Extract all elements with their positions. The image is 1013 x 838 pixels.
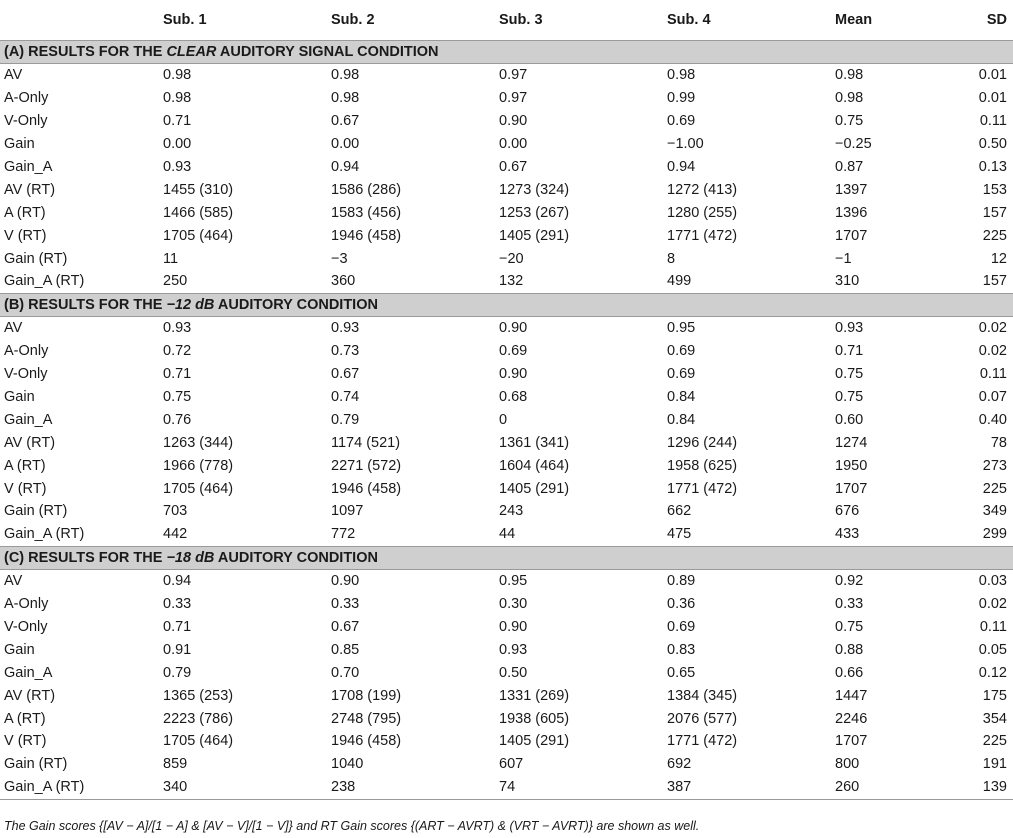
cell-sub2: 0.90	[331, 573, 360, 590]
cell-sub1: 0.94	[163, 573, 192, 590]
cell-sub2: 1583 (456)	[331, 204, 402, 221]
header-cell-mean: Mean	[835, 0, 949, 41]
cell-label: Gain_A	[4, 159, 53, 175]
cell-sub2: 1946 (458)	[331, 480, 402, 497]
cell-sub2: 0.74	[331, 389, 360, 406]
section-title-emphasis: −18 dB	[166, 549, 215, 566]
section-header-row	[0, 293, 1013, 316]
cell-sub1: 0.72	[163, 343, 192, 360]
table-row	[0, 776, 1013, 799]
cell-sub3: 0.00	[499, 136, 528, 153]
cell-sd: 191	[982, 756, 1007, 773]
cell-sd: 0.02	[978, 596, 1007, 613]
cell-sub3: 1361 (341)	[499, 434, 570, 451]
table-row	[0, 247, 1013, 270]
cell-sub4: 0.84	[667, 389, 696, 406]
cell-sub3: 0	[499, 411, 508, 428]
cell-sub4: 2076 (577)	[667, 710, 738, 727]
cell-sub2: 2748 (795)	[331, 710, 402, 727]
cell-mean: 0.75	[835, 113, 864, 130]
cell-sub1: 703	[163, 503, 188, 520]
cell-sub2: 1174 (521)	[331, 434, 401, 451]
cell-sub4: 662	[667, 503, 692, 520]
cell-sub4: 499	[667, 273, 692, 290]
cell-sub3: 0.97	[499, 67, 528, 84]
section-title-prefix: (C) RESULTS FOR THE	[4, 549, 167, 566]
cell-sub1: 0.00	[163, 136, 192, 153]
cell-sub3: 0.90	[499, 113, 528, 130]
cell-label: V-Only	[4, 366, 48, 383]
section-title	[0, 41, 1013, 64]
cell-sub1: 1705 (464)	[163, 733, 234, 750]
cell-sd: 0.50	[978, 136, 1007, 153]
cell-sub3: 1405 (291)	[499, 733, 570, 750]
table-row	[0, 178, 1013, 201]
cell-mean: 1274	[835, 434, 868, 451]
table-body	[0, 41, 1013, 800]
cell-label: A-Only	[4, 596, 49, 613]
cell-sd: 175	[982, 687, 1007, 704]
table-row	[0, 454, 1013, 477]
cell-mean: 0.66	[835, 664, 864, 681]
table-row	[0, 408, 1013, 431]
cell-sd: 349	[982, 503, 1007, 520]
table-row	[0, 156, 1013, 179]
cell-mean: 1397	[835, 181, 868, 198]
cell-sd: 0.01	[978, 67, 1007, 84]
table-row	[0, 753, 1013, 776]
cell-sub3: 1604 (464)	[499, 457, 570, 474]
cell-sub2: 0.67	[331, 619, 360, 636]
cell-sub1: 0.71	[163, 619, 192, 636]
table-row	[0, 64, 1013, 87]
cell-label: V-Only	[4, 619, 48, 636]
cell-sub1: 11	[163, 250, 179, 267]
table-row	[0, 523, 1013, 546]
cell-sub1: 0.91	[163, 641, 192, 658]
cell-sub4: 1771 (472)	[667, 227, 738, 244]
cell-sub3: 44	[499, 526, 516, 543]
cell-sub4: 1771 (472)	[667, 733, 738, 750]
cell-label: Gain_A (RT)	[4, 273, 85, 290]
cell-label: Gain_A (RT)	[4, 526, 85, 543]
cell-sub2: 238	[331, 776, 499, 799]
cell-mean: 1707	[835, 480, 868, 497]
cell-sub3: 1273 (324)	[499, 181, 570, 198]
cell-mean: 0.87	[835, 159, 864, 175]
cell-sub1: 1966 (778)	[163, 457, 234, 474]
cell-sd: 157	[982, 204, 1007, 221]
cell-sub2: 0.33	[331, 596, 360, 613]
cell-label: AV	[4, 67, 23, 84]
table-row	[0, 363, 1013, 386]
cell-sub2: 1708 (199)	[331, 687, 402, 704]
cell-sub2: 0.98	[331, 67, 360, 84]
cell-label: AV (RT)	[4, 434, 56, 451]
cell-sub4: 1296 (244)	[667, 434, 738, 451]
cell-label: V-Only	[4, 113, 48, 130]
cell-sub3: 0.50	[499, 664, 528, 681]
cell-sub3: 0.97	[499, 90, 528, 107]
cell-label: AV	[4, 573, 23, 590]
cell-sub4: 0.98	[667, 67, 696, 84]
cell-sub3: 1405 (291)	[499, 227, 570, 244]
cell-sd: 225	[982, 480, 1007, 497]
cell-label: Gain	[4, 641, 35, 658]
cell-sub3: 607	[499, 756, 524, 773]
cell-mean: 310	[835, 273, 860, 290]
cell-label: A (RT)	[4, 710, 46, 727]
cell-sub1: 1455 (310)	[163, 181, 234, 198]
cell-mean: 0.98	[835, 90, 864, 107]
cell-sd: 0.07	[978, 389, 1007, 406]
cell-label: V (RT)	[4, 733, 47, 750]
cell-sub4: 0.65	[667, 664, 696, 681]
cell-sub2: 0.79	[331, 411, 360, 428]
cell-sub2: 0.98	[331, 90, 360, 107]
section-title	[0, 546, 1013, 569]
cell-sd: 0.11	[979, 366, 1007, 383]
cell-sub2: 0.94	[331, 159, 360, 175]
cell-sd: 0.13	[978, 159, 1007, 175]
cell-sub3: 243	[499, 503, 524, 520]
cell-sub4: −1.00	[667, 136, 704, 153]
cell-mean: 800	[835, 756, 860, 773]
section-title-emphasis: −12 dB	[166, 296, 215, 313]
header-cell-sub2: Sub. 2	[331, 0, 499, 41]
section-title-suffix: AUDITORY CONDITION	[214, 296, 378, 313]
cell-sub1: 0.98	[163, 67, 192, 84]
cell-sub3: −20	[499, 250, 524, 267]
cell-sub3: 0.95	[499, 573, 528, 590]
cell-sub2: −3	[331, 250, 348, 267]
cell-sd: 0.02	[978, 320, 1007, 337]
cell-sub3: 0.90	[499, 320, 528, 337]
table-row	[0, 500, 1013, 523]
table-row	[0, 87, 1013, 110]
section-title-prefix: (B) RESULTS FOR THE	[4, 296, 167, 313]
table-row	[0, 477, 1013, 500]
cell-sd: 78	[990, 434, 1007, 451]
cell-sub2: 0.67	[331, 113, 360, 130]
cell-sub1: 0.98	[163, 90, 192, 107]
cell-sub4: 0.89	[667, 573, 696, 590]
cell-sub1: 0.93	[163, 159, 192, 175]
cell-sub1: 0.71	[163, 113, 192, 130]
cell-label: AV (RT)	[4, 687, 56, 704]
cell-sub2: 2271 (572)	[331, 457, 402, 474]
cell-mean: 1950	[835, 457, 868, 474]
cell-sub1: 1263 (344)	[163, 434, 234, 451]
cell-label: AV (RT)	[4, 181, 56, 198]
header-cell-sub4: Sub. 4	[667, 0, 835, 41]
table-row	[0, 431, 1013, 454]
cell-label: V (RT)	[4, 480, 47, 497]
cell-sd: 225	[982, 733, 1007, 750]
cell-sub3: 0.68	[499, 389, 528, 406]
table-footnote: The Gain scores {[AV − A]/[1 − A] & [AV − V]/[1 − V]} and RT Gain scores {(ART − AVRT) & (VRT − AVRT)} are shown as well.	[4, 819, 700, 833]
cell-sub3: 0.30	[499, 596, 528, 613]
cell-sub3: 1938 (605)	[499, 710, 570, 727]
table-row	[0, 661, 1013, 684]
table-row	[0, 340, 1013, 363]
cell-sub4: 1272 (413)	[667, 181, 738, 198]
cell-sub4: 0.99	[667, 90, 696, 107]
cell-mean: 1707	[835, 733, 868, 750]
cell-sub4: 1384 (345)	[667, 687, 738, 704]
cell-sd: 153	[982, 181, 1007, 198]
cell-sub3: 0.67	[499, 159, 528, 175]
cell-sd: 0.02	[978, 343, 1007, 360]
section-header-row	[0, 41, 1013, 64]
cell-sd: 299	[982, 526, 1007, 543]
cell-sub1: 0.75	[163, 389, 192, 406]
cell-sub1: 1705 (464)	[163, 480, 234, 497]
cell-sub1: 1466 (585)	[163, 204, 234, 221]
cell-sub2: 360	[331, 273, 356, 290]
cell-label: Gain (RT)	[4, 503, 68, 520]
cell-sub1: 250	[163, 273, 188, 290]
cell-mean: −0.25	[835, 136, 872, 153]
cell-sub3: 1331 (269)	[499, 687, 570, 704]
cell-sub4: 0.83	[667, 641, 696, 658]
cell-sub2: 1586 (286)	[331, 181, 402, 198]
cell-sd: 0.11	[979, 619, 1007, 636]
cell-sub4: 8	[667, 250, 676, 267]
header-cell-sub3: Sub. 3	[499, 0, 667, 41]
section-header-row	[0, 546, 1013, 569]
cell-sub4: 0.36	[667, 596, 696, 613]
cell-mean: 0.75	[835, 366, 864, 383]
cell-label: Gain_A	[4, 664, 53, 681]
table-row	[0, 684, 1013, 707]
table-row	[0, 616, 1013, 639]
table-row	[0, 707, 1013, 730]
cell-mean: 0.98	[835, 67, 864, 84]
table-row	[0, 638, 1013, 661]
table-row	[0, 224, 1013, 247]
cell-mean: 0.93	[835, 320, 864, 337]
table-row	[0, 569, 1013, 592]
cell-sub4: 0.69	[667, 343, 696, 360]
table-row	[0, 110, 1013, 133]
cell-sd: 0.40	[978, 411, 1007, 428]
cell-label: Gain_A (RT)	[0, 776, 163, 799]
cell-label: A (RT)	[4, 457, 46, 474]
cell-sub4: 0.95	[667, 320, 696, 337]
cell-mean: 0.75	[835, 619, 864, 636]
table-row	[0, 270, 1013, 293]
cell-mean: 0.92	[835, 573, 864, 590]
cell-sub4: 1958 (625)	[667, 457, 738, 474]
cell-sub1: 1365 (253)	[163, 687, 234, 704]
table-row	[0, 316, 1013, 339]
cell-mean: 0.75	[835, 389, 864, 406]
cell-sub2: 1097	[331, 503, 364, 520]
cell-sub1: 0.33	[163, 596, 192, 613]
cell-sub4: 0.69	[667, 619, 696, 636]
header-cell-label	[0, 0, 163, 41]
table-header	[0, 0, 1013, 41]
cell-sub1: 0.93	[163, 320, 192, 337]
cell-sub4: 0.69	[667, 113, 696, 130]
cell-sub2: 1946 (458)	[331, 227, 402, 244]
cell-sub4: 0.94	[667, 159, 696, 175]
cell-label: A-Only	[4, 343, 49, 360]
cell-sub1: 0.79	[163, 664, 192, 681]
cell-sub2: 0.93	[331, 320, 360, 337]
cell-mean: 1396	[835, 204, 868, 221]
cell-sd: 225	[982, 227, 1007, 244]
cell-sub4: 387	[667, 776, 835, 799]
cell-mean: 0.71	[835, 343, 864, 360]
cell-sub3: 0.90	[499, 366, 528, 383]
cell-sd: 12	[990, 250, 1007, 267]
section-title-suffix: AUDITORY SIGNAL CONDITION	[216, 44, 439, 60]
cell-mean: 1447	[835, 687, 868, 704]
cell-sub4: 475	[667, 526, 692, 543]
cell-mean: 0.33	[835, 596, 864, 613]
cell-label: Gain_A	[4, 411, 53, 428]
cell-mean: 676	[835, 503, 860, 520]
cell-sub1: 340	[163, 776, 331, 799]
cell-label: Gain	[4, 389, 35, 406]
cell-sub3: 132	[499, 273, 524, 290]
header-row	[0, 0, 1013, 41]
cell-sd: 273	[982, 457, 1007, 474]
cell-sub2: 0.73	[331, 343, 360, 360]
cell-sub3: 0.69	[499, 343, 528, 360]
cell-mean: 1707	[835, 227, 868, 244]
table-row	[0, 386, 1013, 409]
cell-label: Gain (RT)	[4, 250, 68, 267]
cell-sd: 139	[949, 776, 1013, 799]
cell-sub3: 0.90	[499, 619, 528, 636]
cell-sub1: 442	[163, 526, 188, 543]
section-title-prefix: (A) RESULTS FOR THE	[4, 44, 167, 60]
cell-sd: 0.01	[978, 90, 1007, 107]
cell-sub1: 2223 (786)	[163, 710, 234, 727]
cell-sub2: 1946 (458)	[331, 733, 402, 750]
cell-label: AV	[4, 320, 23, 337]
cell-sub2: 1040	[331, 756, 364, 773]
section-title	[0, 293, 1013, 316]
section-title-suffix: AUDITORY CONDITION	[214, 549, 378, 566]
cell-mean: 260	[835, 776, 949, 799]
cell-sd: 157	[982, 273, 1007, 290]
cell-sub3: 0.93	[499, 641, 528, 658]
cell-sd: 0.03	[978, 573, 1007, 590]
cell-sub4: 1280 (255)	[667, 204, 738, 221]
cell-sd: 0.05	[978, 641, 1007, 658]
cell-sub4: 1771 (472)	[667, 480, 738, 497]
table-row	[0, 201, 1013, 224]
cell-sub1: 859	[163, 756, 188, 773]
cell-label: A-Only	[4, 90, 49, 107]
cell-sub2: 0.67	[331, 366, 360, 383]
cell-mean: 2246	[835, 710, 868, 727]
cell-sd: 354	[982, 710, 1007, 727]
cell-sub1: 1705 (464)	[163, 227, 234, 244]
cell-mean: 0.60	[835, 411, 864, 428]
cell-sub3: 74	[499, 776, 667, 799]
cell-sub2: 0.70	[331, 664, 360, 681]
cell-label: V (RT)	[4, 227, 47, 244]
cell-mean: −1	[835, 250, 852, 267]
cell-sub2: 772	[331, 526, 356, 543]
table-row	[0, 133, 1013, 156]
cell-sub2: 0.00	[331, 136, 360, 153]
cell-label: Gain (RT)	[4, 756, 68, 773]
cell-label: A (RT)	[4, 204, 46, 221]
cell-sub2: 0.85	[331, 641, 360, 658]
cell-sub4: 0.69	[667, 366, 696, 383]
cell-sub1: 0.71	[163, 366, 192, 383]
cell-label: Gain	[4, 136, 35, 153]
cell-sd: 0.12	[978, 664, 1007, 681]
cell-mean: 0.88	[835, 641, 864, 658]
section-title-emphasis: CLEAR	[166, 44, 217, 60]
table-row	[0, 593, 1013, 616]
cell-sub3: 1405 (291)	[499, 480, 570, 497]
cell-sub4: 692	[667, 756, 692, 773]
cell-sd: 0.11	[979, 113, 1007, 130]
cell-sub1: 0.76	[163, 411, 192, 428]
header-cell-sd: SD	[949, 0, 1013, 41]
cell-sub3: 1253 (267)	[499, 204, 570, 221]
table-row	[0, 730, 1013, 753]
cell-mean: 433	[835, 526, 860, 543]
header-cell-sub1: Sub. 1	[163, 0, 331, 41]
cell-sub4: 0.84	[667, 411, 696, 428]
